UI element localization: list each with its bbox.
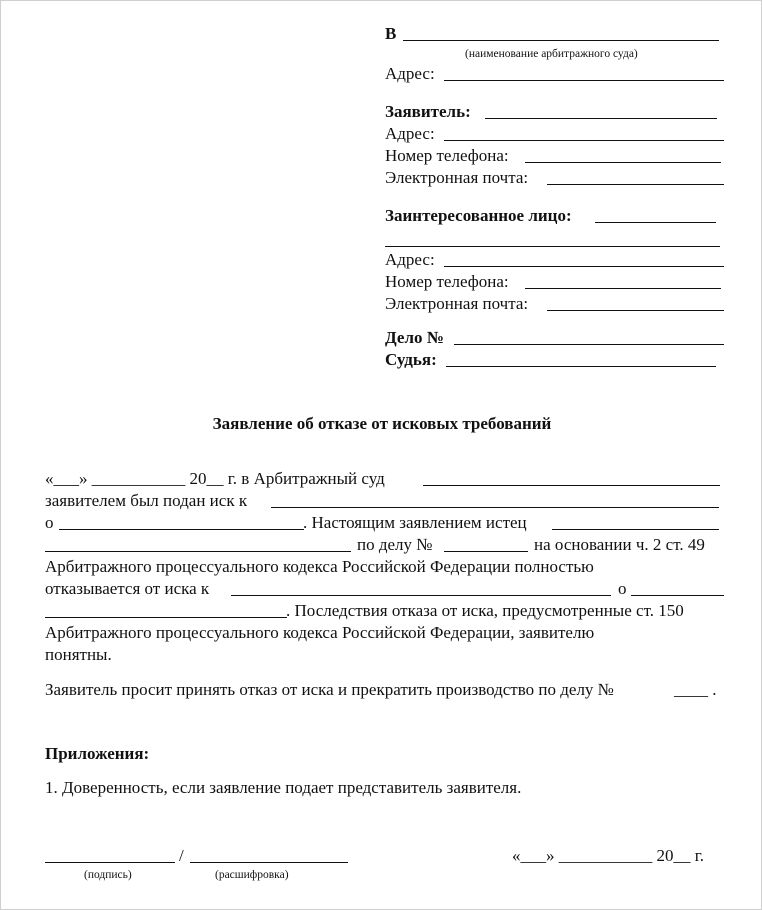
p1-line7-text: . Последствия отказа от иска, предусмотренные ст. 150 xyxy=(286,601,684,620)
applicant-label: Заявитель: xyxy=(385,102,471,121)
defendant-blank[interactable] xyxy=(271,492,719,508)
subject-blank[interactable] xyxy=(59,514,304,530)
interested-address-field[interactable] xyxy=(444,251,724,267)
court-name-field[interactable] xyxy=(403,25,719,41)
interested-phone-field[interactable] xyxy=(525,273,721,289)
p1-line9: понятны. xyxy=(45,645,112,664)
subject-blank-3[interactable] xyxy=(45,602,287,618)
document-title: Заявление об отказе от исковых требований xyxy=(212,414,552,433)
interested-email-label: Электронная почта: xyxy=(385,294,529,313)
p1-line3-o: о xyxy=(45,513,54,532)
interested-phone-label: Номер телефона: xyxy=(385,272,509,291)
subject-blank-2[interactable] xyxy=(631,580,724,596)
interested-party-label: Заинтересованное лицо: xyxy=(385,206,572,225)
interested-party-field[interactable] xyxy=(595,207,716,223)
p2-case-blank[interactable]: ____ . xyxy=(674,680,717,699)
applicant-phone-label: Номер телефона: xyxy=(385,146,509,165)
signature-decode-field[interactable] xyxy=(190,847,348,863)
p1-line4-basis: на основании ч. 2 ст. 49 xyxy=(534,535,705,554)
applicant-email-label: Электронная почта: xyxy=(385,168,529,187)
p2-text: Заявитель просит принять отказ от иска и прекратить производство по делу № xyxy=(45,680,614,699)
court-prefix: В xyxy=(385,24,397,43)
applicant-field[interactable] xyxy=(485,103,717,119)
plaintiff-blank-2[interactable] xyxy=(45,536,351,552)
p1-line2-text: заявителем был подан иск к xyxy=(45,491,248,510)
applicant-email-field[interactable] xyxy=(547,169,724,185)
court-name-blank[interactable] xyxy=(423,470,720,486)
interested-email-field[interactable] xyxy=(547,295,724,311)
signature-slash: / xyxy=(179,846,184,865)
p1-line3-text: . Настоящим заявлением истец xyxy=(303,513,527,532)
court-caption: (наименование арбитражного суда) xyxy=(465,48,638,60)
case-number-field[interactable] xyxy=(454,329,724,345)
plaintiff-blank[interactable] xyxy=(552,514,719,530)
applicant-phone-field[interactable] xyxy=(525,147,721,163)
court-address-field[interactable] xyxy=(444,65,724,81)
p1-line5: Арбитражного процессуального кодекса Российской Федерации полностью xyxy=(45,557,594,576)
case-number-blank[interactable] xyxy=(444,536,528,552)
p1-line6-o: о xyxy=(618,579,627,598)
judge-label: Судья: xyxy=(385,350,437,369)
applicant-address-field[interactable] xyxy=(444,125,724,141)
interested-party-field-2[interactable] xyxy=(385,231,720,247)
footer-date[interactable]: «___» ___________ 20__ г. xyxy=(512,846,705,865)
interested-address-label: Адрес: xyxy=(385,250,435,269)
case-number-label: Дело № xyxy=(385,328,444,347)
attachment-item-1: 1. Доверенность, если заявление подает представитель заявителя. xyxy=(45,778,522,797)
attachments-title: Приложения: xyxy=(45,744,150,763)
p1-line1-text: «___» ___________ 20__ г. в Арбитражный суд xyxy=(45,469,385,488)
signature-field[interactable] xyxy=(45,847,175,863)
judge-field[interactable] xyxy=(446,351,716,367)
defendant-blank-2[interactable] xyxy=(231,580,611,596)
court-address-label: Адрес: xyxy=(385,64,435,83)
applicant-address-label: Адрес: xyxy=(385,124,435,143)
p1-line8: Арбитражного процессуального кодекса Российской Федерации, заявителю xyxy=(45,623,595,642)
signature-caption: (подпись) xyxy=(84,869,132,881)
p1-line4-case: по делу № xyxy=(357,535,433,554)
decode-caption: (расшифровка) xyxy=(215,869,289,881)
p1-line6-text: отказывается от иска к xyxy=(45,579,210,598)
